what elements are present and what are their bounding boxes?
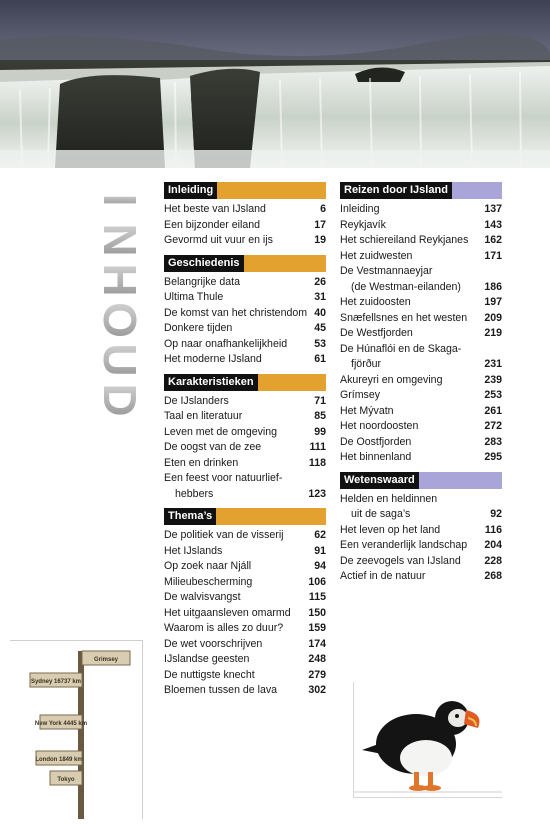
- toc-page-number: 115: [308, 591, 326, 603]
- toc-entry[interactable]: [164, 528, 326, 544]
- section-header: [164, 255, 326, 272]
- toc-entry[interactable]: [164, 409, 326, 425]
- toc-entry-title: Het noordoosten: [340, 420, 419, 432]
- toc-entry[interactable]: [164, 202, 326, 218]
- toc-section: [340, 472, 502, 585]
- toc-entry[interactable]: [164, 621, 326, 637]
- title-letter: D: [94, 383, 146, 417]
- title-letter: U: [94, 343, 146, 377]
- toc-entry-title: De politiek van de visserij: [164, 529, 284, 541]
- toc-section: [164, 255, 326, 368]
- toc-entry-title: Het schiereiland Reykjanes: [340, 234, 469, 246]
- section-header: [164, 374, 326, 391]
- toc-page-number: 261: [484, 404, 502, 417]
- toc-page-number: 40: [314, 306, 326, 319]
- toc-entry-title: Eten en drinken: [164, 456, 239, 469]
- section-title: Karakteristieken: [164, 374, 258, 391]
- toc-page-number: 279: [308, 668, 326, 681]
- toc-page-number: 71: [314, 394, 326, 407]
- toc-page-number: 268: [484, 570, 502, 582]
- toc-entry[interactable]: [164, 233, 326, 249]
- toc-entry-title: De walvisvangst: [164, 591, 241, 603]
- section-accent-bar: [217, 182, 326, 199]
- toc-page-number: 143: [484, 218, 502, 231]
- section-title: Wetenswaard: [340, 472, 419, 489]
- toc-page-number: 204: [484, 539, 502, 551]
- signpost-text: New York 4445 km: [34, 721, 88, 727]
- section-accent-bar: [258, 374, 326, 391]
- toc-entry[interactable]: [340, 419, 502, 435]
- signpost-text: London 1849 km: [35, 757, 83, 763]
- toc-page-number: 162: [484, 234, 502, 246]
- section-accent-bar: [216, 508, 326, 525]
- toc-entry[interactable]: [340, 435, 502, 451]
- toc-entry[interactable]: [164, 652, 326, 668]
- signpost-text: Sydney 16737 km: [30, 679, 82, 685]
- toc-page-number: 53: [314, 337, 326, 350]
- section-title: Thema’s: [164, 508, 216, 525]
- toc-entry[interactable]: [164, 337, 326, 353]
- toc-entry[interactable]: [164, 352, 326, 368]
- toc-entry[interactable]: [340, 357, 502, 373]
- toc-entry-title: Leven met de omgeving: [164, 425, 278, 438]
- toc-entry-title: De wet voorschrijven: [164, 637, 263, 650]
- section-title: Inleiding: [164, 182, 217, 199]
- toc-entry-title: Het leven op het land: [340, 523, 441, 536]
- section-header: [340, 472, 502, 489]
- toc-page-number: 219: [484, 327, 502, 339]
- toc-entry[interactable]: [340, 538, 502, 554]
- toc-entry-title: De Vestmannaeyjar: [340, 265, 433, 277]
- toc-section: [164, 182, 326, 249]
- toc-entry-title: IJslandse geesten: [164, 653, 250, 665]
- toc-page-number: 62: [314, 529, 326, 541]
- signpost-text: Grimsey: [93, 657, 119, 663]
- toc-entry-title: Taal en literatuur: [164, 410, 243, 422]
- toc-entry-title: Donkere tijden: [164, 322, 233, 334]
- toc-entry-title: De Oostfjorden: [340, 435, 412, 448]
- toc-page-number: 106: [308, 575, 326, 588]
- toc-section: [340, 182, 502, 466]
- toc-page-number: 19: [314, 234, 326, 246]
- toc-page-number: 6: [320, 203, 326, 215]
- toc-entry[interactable]: [164, 440, 326, 456]
- toc-page-number: 239: [484, 373, 502, 386]
- toc-page-number: 118: [308, 456, 326, 469]
- toc-entry[interactable]: [340, 507, 502, 523]
- toc-entry-title: Gevormd uit vuur en ijs: [164, 234, 273, 246]
- toc-entry-title: Op zoek naar Njáll: [164, 560, 252, 572]
- toc-page-number: 85: [314, 410, 326, 422]
- toc-entry-title: De IJslanders: [164, 394, 229, 407]
- toc-page-number: 99: [314, 425, 326, 438]
- section-accent-bar: [244, 255, 326, 272]
- toc-entry[interactable]: [164, 321, 326, 337]
- section-header: [164, 182, 326, 199]
- toc-entry[interactable]: [164, 290, 326, 306]
- toc-entry-title: Akureyri en omgeving: [340, 373, 443, 386]
- toc-page-number: 91: [314, 544, 326, 557]
- toc-entry-title: Een veranderlijk landschap: [340, 539, 468, 551]
- section-accent-bar: [452, 182, 502, 199]
- waterfall-photo: [0, 0, 550, 168]
- toc-entry[interactable]: [340, 233, 502, 249]
- toc-page-number: 186: [484, 280, 502, 293]
- toc-entry[interactable]: [340, 218, 502, 234]
- toc-entry-title: Waarom is alles zo duur?: [164, 622, 284, 634]
- toc-entry-title: Milieubescherming: [164, 575, 253, 588]
- toc-entry-title: hebbers: [175, 487, 214, 500]
- toc-entry[interactable]: [340, 523, 502, 539]
- toc-entry[interactable]: [164, 590, 326, 606]
- toc-entry-title: Het beste van IJsland: [164, 203, 266, 215]
- puffin-photo: [353, 682, 502, 798]
- toc-entry-title: Op naar onafhankelijkheid: [164, 337, 288, 350]
- toc-page-number: 123: [308, 487, 326, 500]
- signpost-photo: [10, 640, 143, 819]
- toc-entry[interactable]: [164, 575, 326, 591]
- toc-entry-title: De Westfjorden: [340, 327, 413, 339]
- signpost-text: Tokyo: [57, 777, 75, 783]
- toc-entry[interactable]: [164, 559, 326, 575]
- toc-entry[interactable]: [164, 471, 326, 487]
- toc-page-number: 111: [309, 441, 326, 453]
- toc-entry[interactable]: [340, 295, 502, 311]
- toc-page-number: 116: [484, 523, 502, 536]
- toc-entry[interactable]: [164, 275, 326, 291]
- toc-entry-title: (de Westman-eilanden): [351, 280, 461, 293]
- toc-page-number: 253: [484, 389, 502, 401]
- toc-entry-title: Het IJslands: [164, 544, 223, 557]
- toc-entry-title: Het binnenland: [340, 451, 412, 463]
- toc-entry[interactable]: [340, 311, 502, 327]
- toc-entry-title: De oogst van de zee: [164, 441, 262, 453]
- toc-page-number: 302: [308, 684, 326, 696]
- toc-entry[interactable]: [164, 456, 326, 472]
- toc-entry[interactable]: [164, 306, 326, 322]
- toc-page-number: 45: [314, 322, 326, 334]
- toc-entry[interactable]: [164, 394, 326, 410]
- toc-page-number: 209: [484, 311, 502, 324]
- toc-entry[interactable]: [164, 487, 326, 503]
- toc-entry[interactable]: [164, 683, 326, 699]
- section-title: Reizen door IJsland: [340, 182, 452, 199]
- toc-entry-title: Snæfellsnes en het westen: [340, 311, 468, 324]
- toc-entry-title: Belangrijke data: [164, 275, 240, 288]
- toc-entry-title: Een feest voor natuurlief-: [164, 472, 283, 484]
- section-header: [340, 182, 502, 199]
- toc-entry[interactable]: [340, 249, 502, 265]
- toc-entry-title: Het zuidwesten: [340, 249, 413, 262]
- toc-entry-title: fjörður: [351, 358, 382, 370]
- toc-column-right: [340, 182, 502, 591]
- toc-entry[interactable]: [164, 637, 326, 653]
- toc-entry-title: Een bijzonder eiland: [164, 218, 261, 231]
- toc-entry[interactable]: [340, 404, 502, 420]
- section-title: Geschiedenis: [164, 255, 244, 272]
- toc-entry-title: Grímsey: [340, 389, 381, 401]
- toc-entry[interactable]: [164, 668, 326, 684]
- toc-entry-title: Bloemen tussen de lava: [164, 684, 278, 696]
- title-letter: I: [94, 193, 146, 207]
- toc-page-number: 92: [490, 508, 502, 520]
- title-letter: O: [94, 302, 146, 338]
- toc-page-number: 17: [314, 218, 326, 231]
- toc-page-number: 171: [484, 249, 502, 262]
- toc-section: [164, 508, 326, 699]
- toc-entry[interactable]: [164, 425, 326, 441]
- toc-entry-title: De nuttigste knecht: [164, 668, 255, 681]
- toc-entry[interactable]: [340, 342, 502, 358]
- toc-entry[interactable]: [340, 373, 502, 389]
- toc-entry-title: Actief in de natuur: [340, 570, 426, 582]
- toc-entry-title: Helden en heldinnen: [340, 492, 438, 505]
- toc-entry-title: Het moderne IJsland: [164, 353, 262, 365]
- toc-page-number: 61: [314, 353, 326, 365]
- toc-entry[interactable]: [340, 280, 502, 296]
- toc-section: [164, 374, 326, 503]
- toc-page-number: 197: [484, 296, 502, 308]
- toc-entry-title: Reykjavík: [340, 218, 386, 231]
- toc-page-number: 283: [484, 435, 502, 448]
- toc-column-left: [164, 182, 326, 705]
- toc-entry[interactable]: [340, 202, 502, 218]
- section-header: [164, 508, 326, 525]
- toc-entry[interactable]: [340, 569, 502, 585]
- toc-page-number: 174: [308, 637, 326, 650]
- toc-entry[interactable]: [164, 218, 326, 234]
- toc-entry[interactable]: [340, 326, 502, 342]
- toc-entry-title: uit de saga’s: [351, 508, 411, 520]
- toc-entry-title: Het Mývatn: [340, 404, 394, 417]
- toc-page-number: 150: [308, 606, 326, 619]
- toc-entry[interactable]: [340, 554, 502, 570]
- toc-entry[interactable]: [340, 450, 502, 466]
- toc-page-number: 159: [308, 622, 326, 634]
- toc-page-number: 248: [308, 653, 326, 665]
- toc-entry-title: De zeevogels van IJsland: [340, 554, 461, 567]
- toc-page-number: 137: [484, 203, 502, 215]
- toc-entry-title: Ultima Thule: [164, 291, 224, 303]
- toc-entry[interactable]: [340, 264, 502, 280]
- toc-entry[interactable]: [164, 544, 326, 560]
- page-title-vertical: [94, 176, 146, 424]
- title-letter: H: [94, 263, 146, 297]
- toc-page-number: 228: [484, 554, 502, 567]
- toc-entry-title: Het zuidoosten: [340, 296, 411, 308]
- toc-entry-title: Het uitgaansleven omarmd: [164, 606, 291, 619]
- toc-entry[interactable]: [340, 388, 502, 404]
- toc-page-number: 94: [314, 560, 326, 572]
- toc-entry-title: De komst van het christendom: [164, 306, 308, 319]
- toc-page-number: 295: [484, 451, 502, 463]
- title-letter: N: [94, 223, 146, 257]
- toc-page-number: 31: [314, 291, 326, 303]
- section-accent-bar: [419, 472, 502, 489]
- toc-entry-title: Inleiding: [340, 203, 380, 215]
- toc-entry-title: De Húnaflói en de Skaga-: [340, 342, 462, 355]
- toc-page-number: 26: [314, 275, 326, 288]
- toc-entry[interactable]: [340, 492, 502, 508]
- toc-page-number: 231: [484, 358, 502, 370]
- toc-page-number: 272: [484, 420, 502, 432]
- toc-entry[interactable]: [164, 606, 326, 622]
